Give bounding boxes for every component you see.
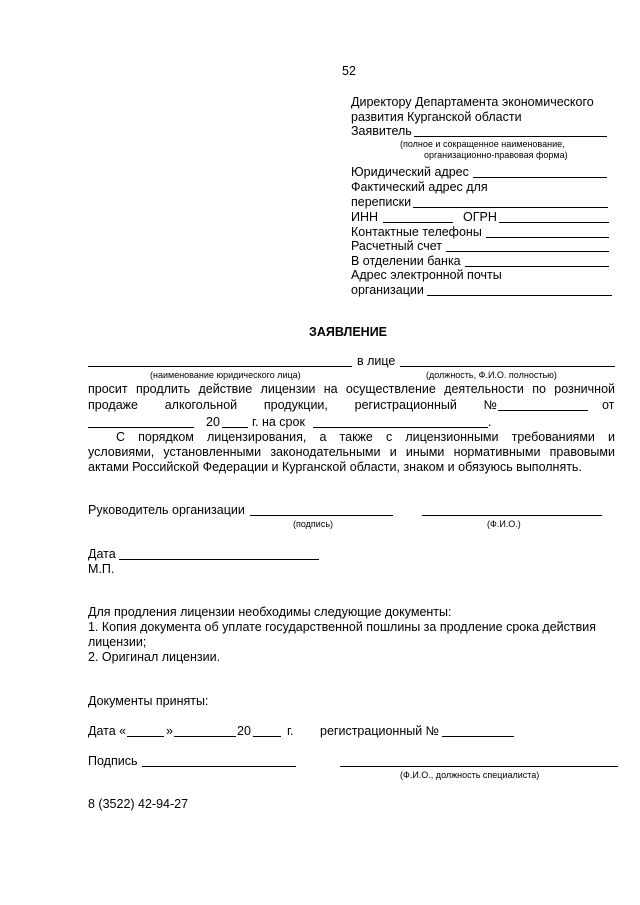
applicant-hint-2: организационно-правовая форма) — [424, 150, 568, 160]
body-line-2: продаже алкогольной продукции, регистрационный № — [88, 398, 497, 412]
email-label-1: Адрес электронной почты — [351, 268, 502, 282]
accepted-reg-label: регистрационный № — [320, 724, 440, 738]
account-label: Расчетный счет — [351, 239, 442, 253]
org-name-hint: (наименование юридического лица) — [150, 370, 301, 380]
term-field[interactable] — [313, 427, 488, 428]
body-line-1: просит продлить действие лицензии на осуществление деятельности по розничной — [88, 382, 615, 396]
accepted-month-field[interactable] — [174, 736, 236, 737]
year-prefix: 20 — [206, 415, 220, 429]
accepted-year-prefix: 20 — [237, 724, 251, 738]
head-label: Руководитель организации — [88, 503, 245, 517]
actual-address-label-2: переписки — [351, 195, 412, 209]
bank-field[interactable] — [465, 266, 609, 267]
date-field[interactable] — [119, 559, 319, 560]
legal-address-field[interactable] — [473, 177, 607, 178]
account-field[interactable] — [446, 251, 609, 252]
docs-heading: Для продления лицензии необходимы следующие документы: — [88, 605, 452, 619]
org-name-field[interactable] — [88, 366, 352, 367]
page-number: 52 — [342, 64, 356, 78]
contact-phone: 8 (3522) 42-94-27 — [88, 797, 189, 811]
accepted-day-field[interactable] — [127, 736, 164, 737]
actual-address-label-1: Фактический адрес для — [351, 180, 488, 194]
para2-line-2: условиями, установленными законодательными и иными нормативными правовыми — [88, 445, 615, 459]
ogrn-label: ОГРН — [463, 210, 497, 224]
applicant-field[interactable] — [414, 136, 607, 137]
specialist-hint: (Ф.И.О., должность специалиста) — [400, 770, 540, 780]
term-dot: . — [488, 415, 492, 429]
inn-label: ИНН — [351, 210, 379, 224]
addressee-line-2: развития Курганской области — [351, 110, 522, 124]
signature-hint: (подпись) — [293, 519, 334, 529]
accepted-year-suffix: г. — [287, 724, 294, 738]
term-label: г. на срок — [252, 415, 305, 429]
email-label-2: организации — [351, 283, 424, 297]
addressee-line-1: Директору Департамента экономического — [351, 95, 594, 109]
legal-address-label: Юридический адрес — [351, 165, 469, 179]
person-hint: (должность, Ф.И.О. полностью) — [426, 370, 557, 380]
accepted-sign-label: Подпись — [88, 754, 138, 768]
phones-label: Контактные телефоны — [351, 225, 482, 239]
accepted-sign-field[interactable] — [142, 766, 296, 767]
person-field[interactable] — [400, 366, 615, 367]
email-field[interactable] — [427, 295, 612, 296]
inn-field[interactable] — [383, 222, 453, 223]
in-person-label: в лице — [357, 354, 396, 368]
para2-line-1: С порядком лицензирования, а также с лицензионными требованиями и — [116, 430, 615, 444]
accepted-quote-close: » — [166, 724, 173, 738]
docs-item-2: 2. Оригинал лицензии. — [88, 650, 221, 664]
fio-hint: (Ф.И.О.) — [487, 519, 521, 529]
date-label: Дата — [88, 547, 116, 561]
accepted-year-field[interactable] — [253, 736, 281, 737]
applicant-hint-1: (полное и сокращенное наименование, — [400, 139, 565, 149]
reg-number-field[interactable] — [498, 410, 588, 411]
docs-item-1-line-2: лицензии; — [88, 635, 147, 649]
ogrn-field[interactable] — [499, 222, 609, 223]
phones-field[interactable] — [486, 237, 609, 238]
applicant-label: Заявитель — [351, 124, 412, 138]
para2-line-3: актами Российской Федерации и Курганской области, знаком и обязуюсь выполнять. — [88, 460, 582, 474]
head-fio-field[interactable] — [422, 515, 602, 516]
from-label: от — [602, 398, 615, 412]
specialist-field[interactable] — [340, 766, 618, 767]
date-from-field[interactable] — [88, 427, 194, 428]
head-signature-field[interactable] — [250, 515, 393, 516]
stamp-label: М.П. — [88, 562, 115, 576]
actual-address-field[interactable] — [413, 207, 608, 208]
accepted-reg-field[interactable] — [442, 736, 514, 737]
accepted-date-label: Дата « — [88, 724, 127, 738]
year-field[interactable] — [222, 427, 248, 428]
bank-label: В отделении банка — [351, 254, 461, 268]
accepted-heading: Документы приняты: — [88, 694, 209, 708]
docs-item-1-line-1: 1. Копия документа об уплате государственной пошлины за продление срока действия — [88, 620, 596, 634]
document-title: ЗАЯВЛЕНИЕ — [309, 325, 388, 339]
